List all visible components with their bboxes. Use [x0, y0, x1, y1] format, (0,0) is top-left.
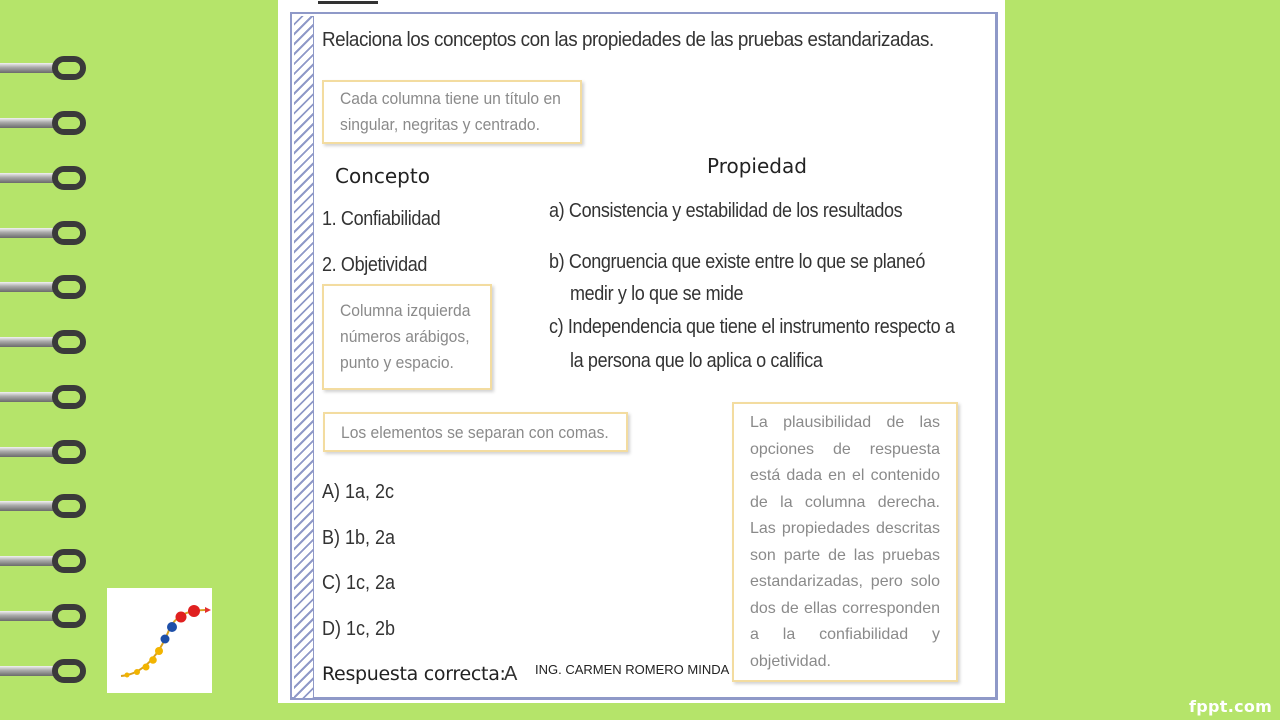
- spiral-ring: [0, 164, 90, 192]
- spiral-ring: [0, 54, 90, 82]
- option-b: B) 1b, 2a: [322, 527, 396, 549]
- concept-column-title: Concepto: [335, 164, 430, 188]
- spiral-ring: [0, 383, 90, 411]
- spiral-ring: [0, 109, 90, 137]
- note-line: Columna izquierda: [340, 301, 471, 320]
- note-left-column: [322, 284, 492, 390]
- author-footer: ING. CARMEN ROMERO MINDA: [535, 662, 730, 677]
- property-item-c: c) Independencia que tiene el instrumento respecto a: [549, 316, 955, 338]
- property-item-a: a) Consistencia y estabilidad de los resultados: [549, 200, 903, 222]
- concept-item: 1. Confiabilidad: [322, 208, 441, 230]
- spiral-ring: [0, 657, 90, 685]
- note-line: Cada columna tiene un título en: [340, 89, 561, 108]
- instruction-text: Relaciona los conceptos con las propiedades de las pruebas estandarizadas.: [322, 28, 934, 51]
- spiral-ring: [0, 328, 90, 356]
- note-column-title: [322, 80, 582, 144]
- concept-item: 2. Objetividad: [322, 254, 428, 276]
- option-d: D) 1c, 2b: [322, 618, 396, 640]
- option-a: A) 1a, 2c: [322, 481, 395, 503]
- spiral-ring: [0, 219, 90, 247]
- beaded-curve-icon: [107, 588, 212, 693]
- property-item-b-cont: medir y lo que se mide: [570, 283, 744, 305]
- spiral-ring: [0, 492, 90, 520]
- note-separator: [323, 412, 628, 452]
- note-plausibility: La plausibilidad de las opciones de respuesta está dada en el contenido de la columna derecha. Las propiedades descritas son parte de las pruebas estandarizadas, pero solo dos de ellas corresponden a la confiabilidad y objetividad.: [732, 402, 958, 682]
- option-c: C) 1c, 2a: [322, 572, 396, 594]
- note-line: Los elementos se separan con comas.: [341, 423, 609, 442]
- property-item-b: b) Congruencia que existe entre lo que se planeó: [549, 251, 925, 273]
- property-column-title: Propiedad: [707, 154, 807, 178]
- spiral-ring: [0, 547, 90, 575]
- spiral-ring: [0, 438, 90, 466]
- logo: [107, 588, 212, 693]
- spiral-ring: [0, 602, 90, 630]
- note-line: punto y espacio.: [340, 353, 454, 372]
- note-line: singular, negritas y centrado.: [340, 115, 540, 134]
- answer-label: Respuesta correcta:: [322, 663, 506, 685]
- cropped-heading-fragment: [318, 0, 378, 4]
- spiral-ring: [0, 273, 90, 301]
- answer-value: A: [504, 663, 518, 685]
- note-line: números arábigos,: [340, 327, 470, 346]
- fppt-watermark: fppt.com: [1189, 697, 1273, 716]
- hatched-margin: [294, 16, 314, 698]
- slide-panel: [278, 0, 1005, 703]
- property-item-c-cont: la persona que lo aplica o califica: [570, 350, 823, 372]
